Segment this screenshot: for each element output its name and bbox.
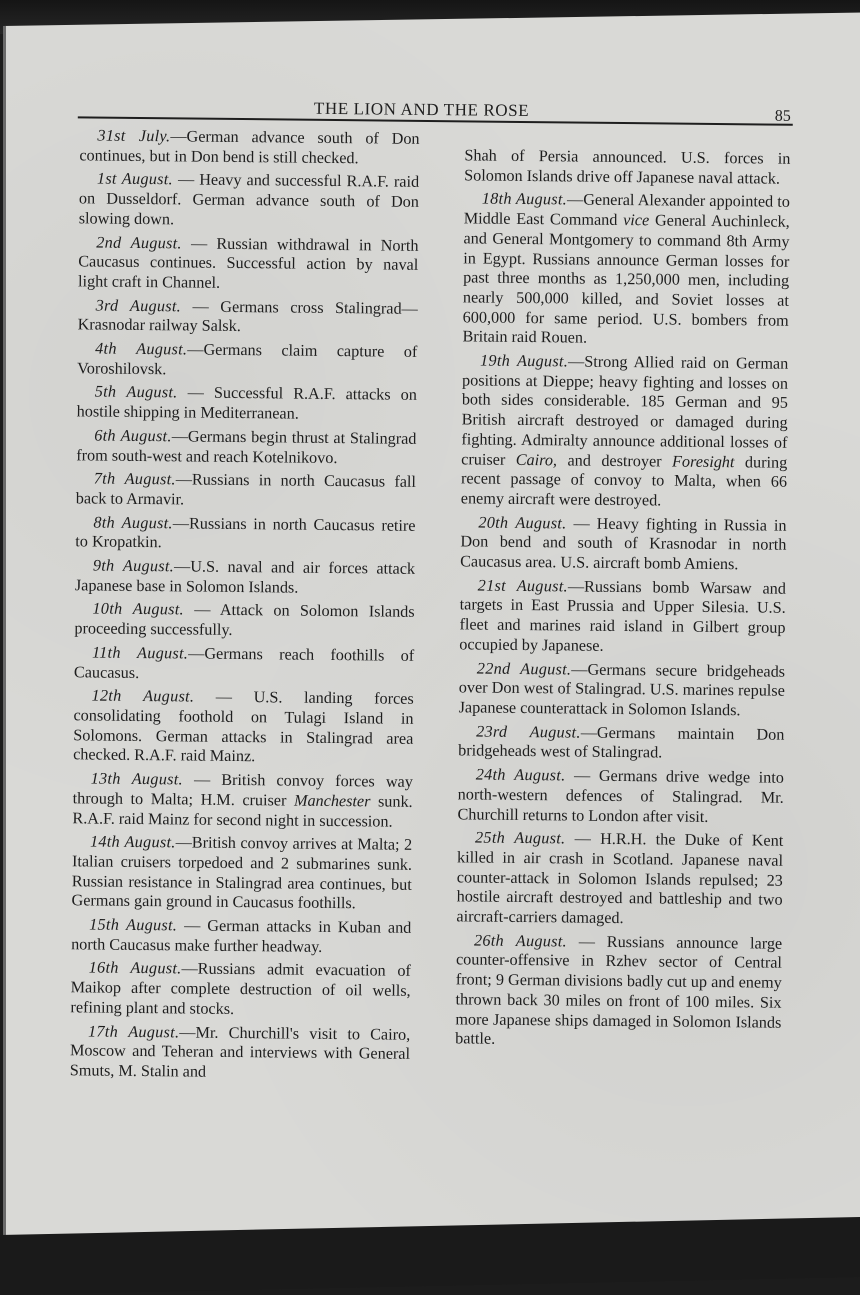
entry-text: —Russians in north Caucasus fall back to Armavir. [75,470,417,509]
chronology-entry [74,643,414,686]
chronology-entry [460,513,787,576]
chronology-entry [457,765,784,828]
chronology-entry [79,126,419,169]
chronology-entry [79,170,420,233]
ship-name: Foresight [672,452,735,471]
chronology-entry [78,296,418,339]
chronology-entry [70,1022,411,1085]
entry-text: —Germans begin thrust at Stalingrad from south-west and reach Kotelnikovo. [76,427,417,467]
entry-text: — Heavy fighting in Russia in Don bend and south of Krasnodar in north Caucasus area. U.S. aircraft bomb Amiens. [460,514,787,574]
entry-text: —Germans secure bridgeheads over Don west of Stalingrad. U.S. marines repulse Japanese counterattack in Solomon Islands. [458,660,786,720]
chronology-entry [461,351,789,512]
entry-text: — Germans cross Stalingrad—Krasnodar railway Salsk. [77,297,418,336]
right-column [455,146,790,1056]
entry-date: 5th August. [94,382,178,402]
entry-text: —Russians admit evacuation of Maikop after complete destruction of oil wells, refining plant and stocks. [70,959,411,1018]
chronology-entry [456,829,783,931]
entry-date: 22nd August. [476,659,572,679]
entry-date: 26th August. [473,931,568,951]
entry-text: — German attacks in Kuban and north Caucasus make further headway. [71,916,412,956]
entry-date: 31st July. [97,126,171,146]
entry-date: 4th August. [95,339,188,359]
entry-text: —Germans claim capture of Voroshilovsk. [77,340,418,378]
chronology-entry [458,722,784,765]
chronology-entry [76,426,416,469]
entry-text: —Strong Allied raid on German positions at Dieppe; heavy fighting and losses on both sides considerable. 185 German and 95 British aircraft destroyed or damaged during fighting. Admiralty announce additional losses of cruiser [461,352,789,469]
entry-date: 13th August. [90,769,183,789]
entry-text: — Germans drive wedge into north-western defences of Stalingrad. Mr. Churchill returns to London after visit. [457,766,785,826]
entry-text: during recent passage of convoy to Malta, when 66 enemy aircraft were destroyed. [460,452,788,510]
ship-name: Cairo, [515,450,558,469]
chronology-entry [70,959,411,1022]
chronology-entry [73,687,414,769]
entry-text: — Attack on Solomon Islands proceeding successfully. [74,600,415,640]
chronology-entry [459,576,786,658]
entry-text: and destroyer [556,450,673,471]
entry-text: —Mr. Churchill's visit to Cairo, Moscow and Teheran and interviews with General Smuts, M. Stalin and [69,1022,411,1081]
entry-date: 24th August. [475,765,566,785]
chronology-entry [462,190,790,351]
entry-text: —German advance south of Don continues, but in Don bend is still checked. [79,127,420,167]
entry-date: 18th August. [481,189,568,209]
chronology-entry [75,513,415,556]
entry-date: 15th August. [89,915,178,935]
ship-name: Manchester [293,791,371,811]
left-column [70,126,420,1088]
entry-date: 2nd August. [96,233,182,252]
latin-term: vice [623,211,650,230]
entry-date: 19th August. [479,351,569,371]
chronology-entry [71,915,411,958]
entry-date: 10th August. [92,599,185,619]
chronology-entry [75,556,415,599]
chronology-entry [76,470,416,513]
continued-entry: Shah of Persia announced. U.S. forces in Solomon Islands drive off Japanese naval attack. [464,146,791,188]
entry-date: 17th August. [87,1022,180,1041]
entry-date: 12th August. [91,686,195,706]
chronology-entry [77,339,417,382]
chronology-entry [455,931,782,1053]
entry-text: — Successful R.A.F. attacks on hostile shipping in Mediterranean. [76,383,418,423]
entry-text: General Auchinleck, and General Montgomery to command 8th Army in Egypt. Russians announce German losses for past three months as 1,250,000 men, including nearly 500,000 killed, and Soviet losses at 600,000 for same period. U.S. bombers from Britain raid Rouen. [462,211,790,347]
entry-date: 6th August. [94,426,172,446]
entry-text: —Germans reach foothills of Caucasus. [73,644,415,682]
chronology-entry [74,600,414,643]
running-title: THE LION AND THE ROSE [313,98,530,121]
chronology-entry [77,383,417,426]
entry-text: —British convoy arrives at Malta; 2 Italian cruisers torpedoed and 2 submarines sunk. Russian resistance in Stalingrad area continues, but Germans gain ground in Caucasus foothills. [71,833,413,913]
entry-text: — British convoy forces way through to Malta; H.M. cruiser [72,770,413,810]
entry-text: —General Alexander appointed to Middle East Command [463,190,791,230]
entry-text: — Russian withdrawal in North Caucasus continues. Successful action by naval light craft in Channel. [77,233,419,292]
entry-date: 20th August. [478,513,567,533]
entry-date: 21st August. [477,576,568,596]
entry-date: 14th August. [89,832,176,852]
entry-date: 9th August. [92,556,175,576]
entry-text: —Germans maintain Don bridgeheads west of Stalingrad. [458,723,785,762]
chronology-entry [71,832,412,914]
entry-date: 11th August. [91,643,189,663]
entry-date: 16th August. [88,958,182,978]
entry-text: —Russians bomb Warsaw and targets in East Prussia and Upper Silesia. U.S. fleet and marines raid island in Gilbert group occupied by Japanese. [459,577,786,655]
entry-date: 1st August. [96,169,174,189]
entry-text: —Russians in north Caucasus retire to Kropatkin. [75,513,416,552]
entry-text: sunk. R.A.F. raid Mainz for second night in succession. [72,792,413,831]
entry-text: — H.R.H. the Duke of Kent killed in air crash in Scotland. Japanese naval counter-attack in Solomon Islands repulsed; 23 hostile aircraft destroyed and battleship and two aircraft-carriers damaged. [456,829,784,928]
entry-text: —U.S. naval and air forces attack Japanese base in Solomon Islands. [74,557,416,597]
entry-date: 25th August. [474,828,566,848]
entry-text: — Russians announce large counter-offensive in Rzhev sector of Central front; 9 German divisions badly cut up and enemy thrown back 30 miles on front of 100 miles. Six more Japanese ships damaged in Solomon Islands battle. [455,932,783,1048]
entry-date: 3rd August. [95,296,182,316]
chronology-entry [459,659,786,722]
chronology-entry [78,233,419,296]
entry-date: 23rd August. [476,722,581,742]
chronology-entry [72,769,413,832]
entry-date: 7th August. [93,469,176,489]
entry-text: — Heavy and successful R.A.F. raid on Dusseldorf. German advance south of Don slowing down. [78,170,420,229]
running-head [78,94,793,125]
entry-date: 8th August. [93,513,173,532]
page-number: 85 [774,107,791,125]
entry-text: — U.S. landing forces consolidating foothold on Tulagi Island in Solomons. German attacks in Stalingrad area checked. R.A.F. raid Mainz. [73,687,414,766]
